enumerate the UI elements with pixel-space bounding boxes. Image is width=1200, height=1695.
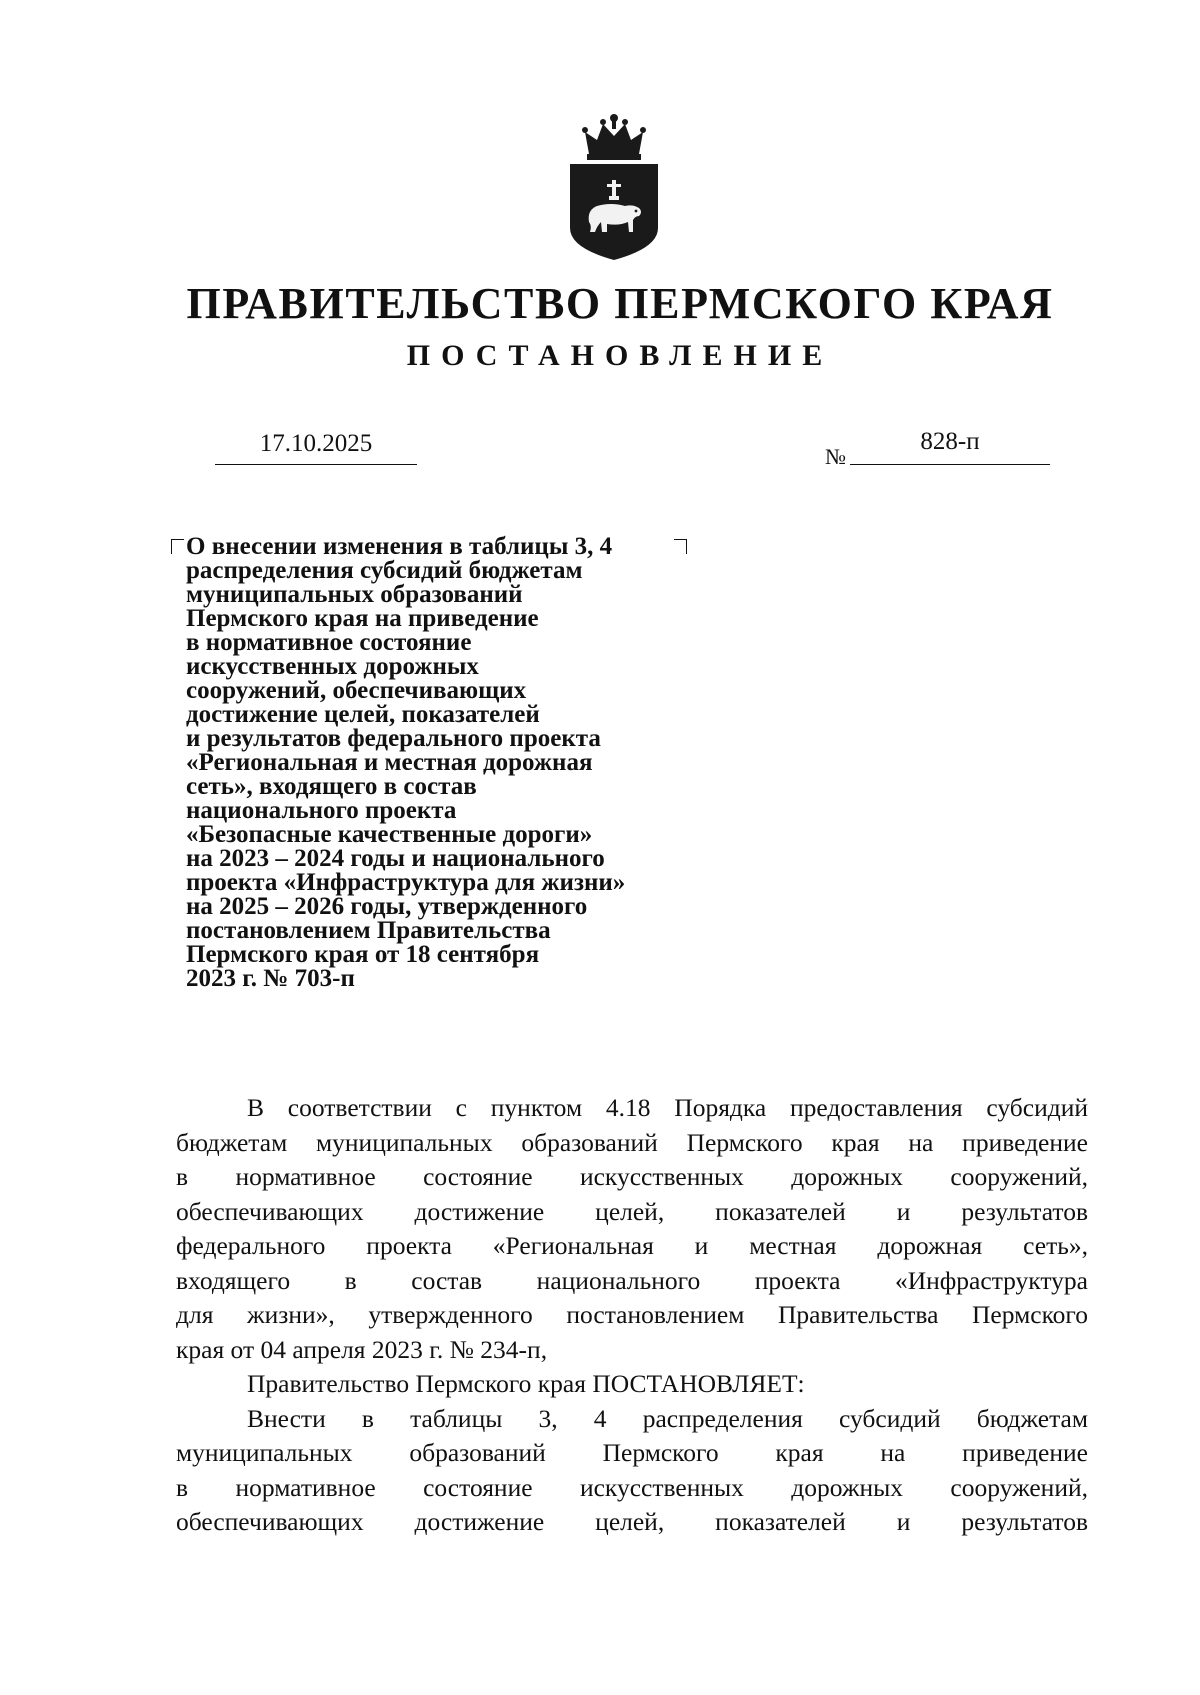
body-line: края от 04 апреля 2023 г. № 234-п,	[176, 1334, 548, 1364]
body-line: в нормативное состояние искусственных дорожных сооружений,	[176, 1472, 1088, 1502]
title-line: 2023 г. № 703-п	[186, 965, 355, 992]
title-line: «Безопасные качественные дороги»	[186, 821, 593, 848]
document-number: 828-п	[850, 424, 1050, 465]
document-type-heading: ПОСТАНОВЛЕНИЕ	[406, 339, 834, 372]
title-line: муниципальных образований	[186, 581, 523, 608]
body-line: обеспечивающих достижение целей, показателей и результатов	[176, 1196, 1088, 1226]
organization-title: ПРАВИТЕЛЬСТВО ПЕРМСКОГО КРАЯ	[186, 279, 1054, 328]
title-line: проекта «Инфраструктура для жизни»	[186, 869, 626, 896]
body-line: для жизни», утвержденного постановлением Правительства Пермского	[176, 1300, 1088, 1329]
body-line: обеспечивающих достижение целей, показателей и результатов	[176, 1507, 1088, 1536]
title-line: на 2023 – 2024 годы и национального	[186, 845, 605, 872]
document-date: 17.10.2025	[215, 426, 417, 465]
title-line: достижение целей, показателей	[186, 701, 540, 728]
body-line: бюджетам муниципальных образований Пермского края на приведение	[176, 1127, 1088, 1157]
body-line: в нормативное состояние искусственных дорожных сооружений,	[176, 1162, 1088, 1191]
title-line: постановлением Правительства	[186, 917, 551, 944]
body-line: Внести в таблицы 3, 4 распределения субсидий бюджетам	[247, 1403, 1088, 1433]
title-line: на 2025 – 2026 годы, утвержденного	[186, 893, 588, 920]
title-line: и результатов федерального проекта	[186, 725, 601, 752]
title-line: искусственных дорожных	[186, 653, 479, 680]
resolution-paragraph	[176, 1402, 1088, 1540]
document-body	[176, 1091, 1088, 1540]
title-line: Пермского края от 18 сентября	[186, 941, 540, 968]
number-sign: №	[825, 444, 846, 469]
document-title	[186, 535, 706, 991]
body-line: В соответствии с пунктом 4.18 Порядка предоставления субсидий	[247, 1093, 1088, 1122]
preamble-paragraph	[176, 1091, 1088, 1367]
title-line: распределения субсидий бюджетам	[186, 557, 583, 584]
title-line: сооружений, обеспечивающих	[186, 677, 527, 704]
decree-statement: Правительство Пермского края ПОСТАНОВЛЯЕТ:	[247, 1369, 805, 1398]
body-line: федерального проекта «Региональная и местная дорожная сеть»,	[176, 1231, 1088, 1260]
perm-krai-coat-of-arms-icon	[567, 110, 661, 262]
title-bracket-left	[171, 539, 184, 554]
title-line: «Региональная и местная дорожная	[186, 749, 593, 776]
body-line: входящего в состав национального проекта «Инфраструктура	[176, 1265, 1088, 1295]
title-line: О внесении изменения в таблицы 3, 4	[186, 533, 613, 560]
title-line: сеть», входящего в состав	[186, 773, 477, 800]
body-line: муниципальных образований Пермского края на приведение	[176, 1438, 1088, 1467]
title-line: национального проекта	[186, 797, 457, 824]
title-line: в нормативное состояние	[186, 629, 472, 656]
title-line: Пермского края на приведение	[186, 605, 539, 632]
